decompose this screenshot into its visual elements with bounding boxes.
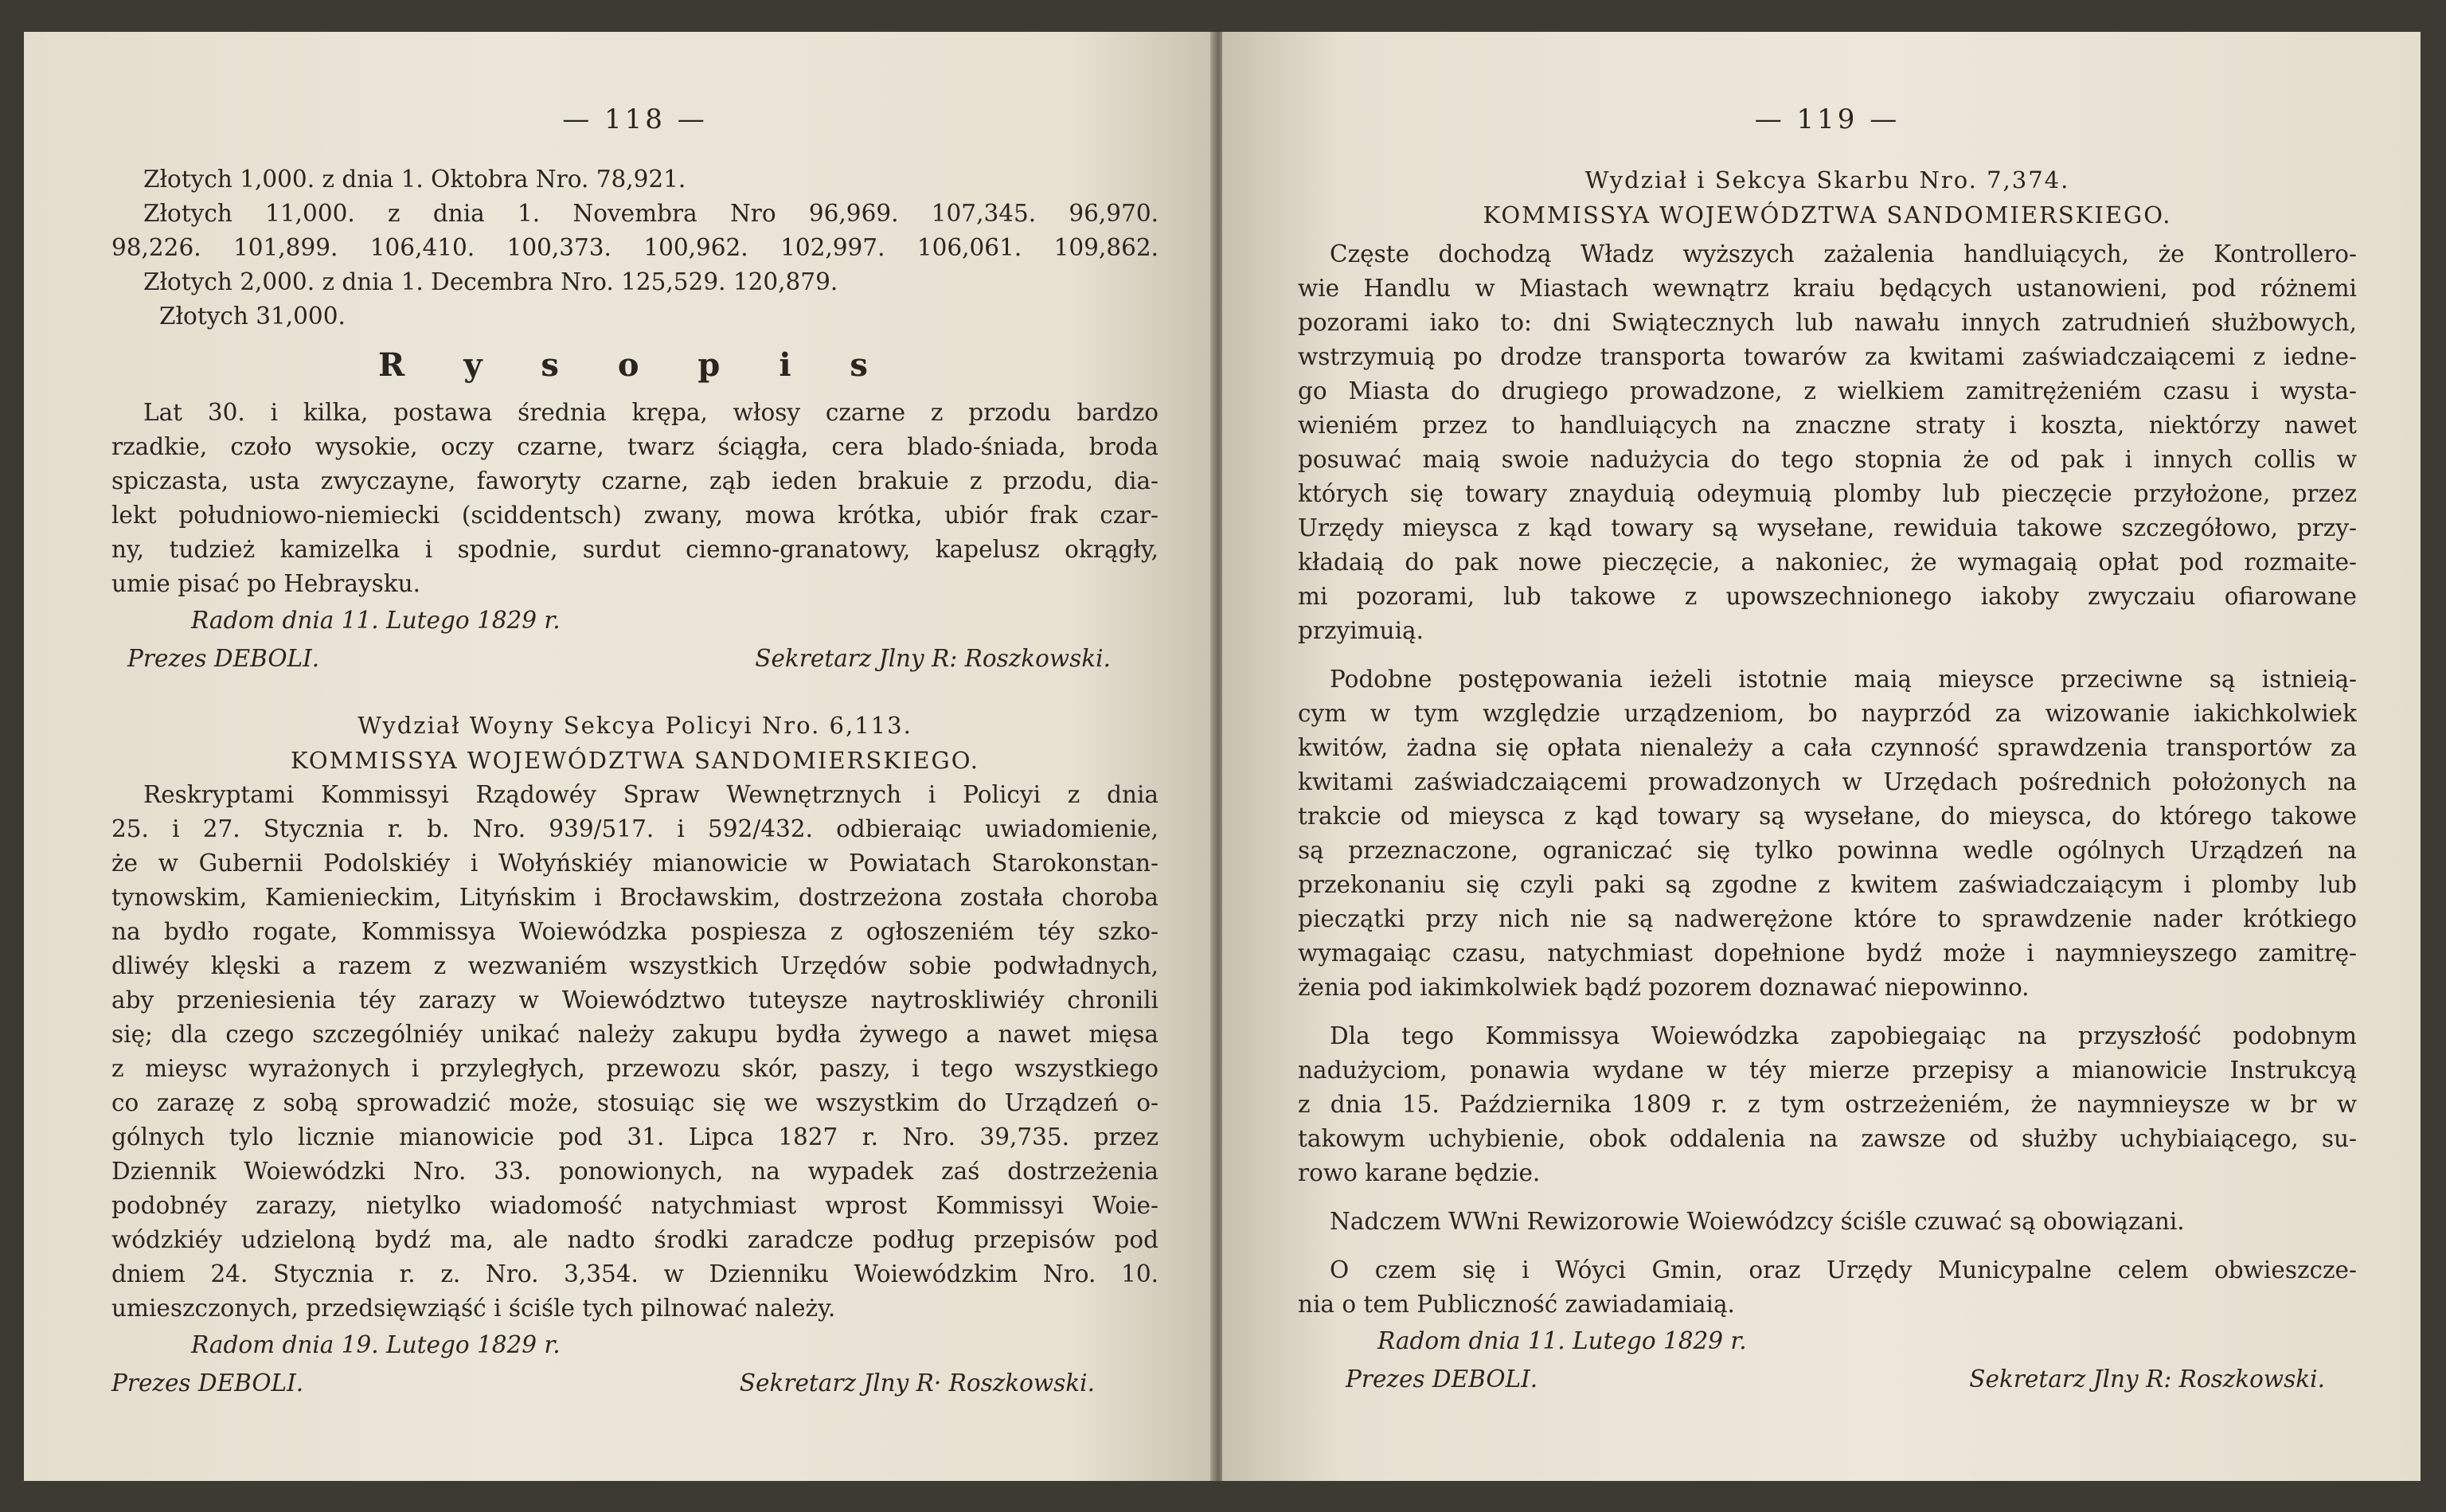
text-line: Złotych 31,000. (159, 303, 346, 330)
text-line: wie Handlu w Miastach wewnątrz kraiu będących ustanowieni, pod różnemi (1298, 275, 2357, 302)
text-line: trakcie od mieysca z kąd towary są wysełane, do mieysca, do którego takowe (1298, 803, 2357, 830)
text-line: kwitów, żadna się opłata nienależy a cała czynność sprawdzenia transportów za (1298, 734, 2357, 761)
prezes-signature: Prezes DEBOLI. (127, 645, 320, 672)
text-line: z mieysc wyrażonych i przyległych, przewozu skór, paszy, i tego wszystkiego (111, 1055, 1159, 1082)
text-line: takowym uchybienie, obok oddalenia na zawsze od służby uchybiaiącego, su- (1298, 1125, 2357, 1152)
text-line: Dziennik Woiewódzki Nro. 33. ponowionych, na wypadek zaś dostrzeżenia (111, 1158, 1159, 1185)
commission-heading: KOMMISSYA WOJEWÓDZTWA SANDOMIERSKIEGO. (1483, 201, 2172, 229)
text-line: rzadkie, czoło wysokie, oczy czarne, twarz ściągła, cera blado-śniada, broda (111, 433, 1159, 460)
sekretarz-signature: Sekretarz Jlny R: Roszkowski. (755, 645, 1111, 672)
text-line: żenia pod iakimkolwiek bądź pozorem doznawać niepowinno. (1298, 974, 2030, 1001)
text-line: nadużyciom, ponawia wydane w téy mierze przepisy a mianowicie Instrukcyą (1298, 1057, 2357, 1084)
text-line: Złotych 2,000. z dnia 1. Decembra Nro. 125,529. 120,879. (143, 268, 838, 295)
text-line: Lat 30. i kilka, postawa średnia krępa, włosy czarne z przodu bardzo (143, 399, 1159, 426)
commission-heading: KOMMISSYA WOJEWÓDZTWA SANDOMIERSKIEGO. (291, 747, 979, 774)
text-line: cym w tym względzie urządzeniom, bo nayprzód za wizowanie iakichkolwiek (1298, 700, 2357, 727)
text-line: co zarazę z sobą sprowadzić może, stosuiąc się we wszystkim do Urządzeń o- (111, 1089, 1159, 1116)
text-line: Reskryptami Kommissyi Rządowéy Spraw Wewnętrznych i Policyi z dnia (143, 781, 1159, 808)
text-line: pozorami iako to: dni Swiątecznych lub nawału innych zatrudnień służbowych, (1298, 309, 2357, 336)
text-line: pieczątki przy nich nie są nadwerężone które to sprawdzenie nader krótkiego (1298, 905, 2357, 932)
department-line: Wydział i Sekcya Skarbu Nro. 7,374. (1584, 166, 2070, 193)
text-line: posuwać maią swoie nadużycia do tego stopnia że od pak i innych collis w (1298, 446, 2357, 473)
text-line: tynowskim, Kamienieckim, Lityńskim i Brocławskim, dostrzeżona została choroba (111, 884, 1159, 911)
text-line: kładaią do pak nowe pieczęcie, a nakoniec, że wymagaią opłat pod rozmaite- (1298, 549, 2357, 576)
text-line: Podobne postępowania ieżeli istotnie maią mieysce przeciwne są istnieią- (1330, 666, 2357, 693)
text-line: mi pozorami, lub takowe z upowszechnionego iakoby zwyczaiu ofiarowane (1298, 583, 2357, 610)
text-line: z dnia 15. Października 1809 r. z tym ostrzeżeniém, że naymnieysze w br w (1298, 1091, 2357, 1118)
left-page (24, 32, 1214, 1481)
text-line: Złotych 11,000. z dnia 1. Novembra Nro 96,969. 107,345. 96,970. (143, 200, 1159, 227)
text-line: wymagaiąc czasu, natychmiast dopełnione bydź może i naymnieyszego zamitrę- (1298, 940, 2357, 967)
text-line: przekonaniu się czyli paki są zgodne z kwitem zaświadczaiącym i plomby lub (1298, 871, 2357, 898)
text-line: na bydło rogate, Kommissya Woiewódzka pospiesza z ogłoszeniém téy szko- (111, 918, 1159, 945)
text-line: 98,226. 101,899. 106,410. 100,373. 100,962. 102,997. 106,061. 109,862. (111, 234, 1159, 261)
text-line: Złotych 1,000. z dnia 1. Oktobra Nro. 78,921. (143, 166, 686, 193)
text-line: przyimuią. (1298, 617, 1424, 644)
open-book (24, 32, 2421, 1481)
text-line: umieszczonych, przedsięwziąść i ściśle tych pilnować należy. (111, 1295, 836, 1322)
sekretarz-signature: Sekretarz Jlny R: Roszkowski. (1969, 1365, 2325, 1393)
text-line: aby przeniesienia téy zarazy w Woiewództwo tuteysze naytroskliwiéy chronili (111, 987, 1159, 1014)
signature-row (111, 639, 1159, 678)
date-line: Radom dnia 11. Lutego 1829 r. (1377, 1327, 1747, 1354)
text-line: gólnych tylo licznie mianowicie pod 31. Lipca 1827 r. Nro. 39,735. przez (111, 1123, 1159, 1151)
section-heading: R y s o p i s (378, 346, 892, 384)
text-line: spiczasta, usta zwyczayne, faworyty czarne, ząb ieden brakuie z przodu, dia- (111, 467, 1159, 494)
text-line: nia o tem Publiczność zawiadamiaią. (1298, 1291, 1735, 1318)
text-line: wstrzymuią po drodze transporta towarów za kwitami zaświadczaiącemi z iedne- (1298, 343, 2357, 370)
prezes-signature: Prezes DEBOLI. (1346, 1365, 1538, 1393)
text-line: Nadczem WWni Rewizorowie Woiewódzcy ściśle czuwać są obowiązani. (1330, 1208, 2185, 1235)
text-line: 25. i 27. Stycznia r. b. Nro. 939/517. i 592/432. odbieraiąc uwiadomienie, (111, 815, 1159, 842)
text-line: podobnéy zarazy, nietylko wiadomość natychmiast wprost Kommissyi Woie- (111, 1192, 1159, 1219)
text-line: rowo karane będzie. (1298, 1159, 1541, 1186)
prezes-signature: Prezes DEBOLI. (111, 1369, 304, 1397)
text-line: kwitami zaświadczaiącemi prowadzonych w Urzędach pośrednich położonych na (1298, 768, 2357, 795)
text-line: wódzkiéy udzieloną bydź ma, ale nadto środki zaradcze podług przepisów pod (111, 1226, 1159, 1253)
text-line: się; dla czego szczególniéy unikać należy zakupu bydła żywego a nawet mięsa (111, 1021, 1159, 1048)
page-number: — 119 — (1754, 104, 1901, 135)
text-line: dliwéy klęski a razem z wezwaniém wszystkich Urzędów sobie podwładnych, (111, 952, 1159, 979)
signature-row (111, 1364, 1159, 1402)
text-line: że w Gubernii Podolskiéy i Wołyńskiéy mianowicie w Powiatach Starokonstan- (111, 850, 1159, 877)
text-line: są przeznaczone, ograniczać się tylko powinna wedle ogólnych Urządzeń na (1298, 837, 2357, 864)
text-line: Urzędy mieysca z kąd towary są wysełane, rewiduia takowe szczegółowo, przy- (1298, 514, 2357, 541)
text-line: Dla tego Kommissya Woiewódzka zapobiegaiąc na przyszłość podobnym (1330, 1022, 2357, 1049)
date-line: Radom dnia 11. Lutego 1829 r. (191, 607, 561, 634)
text-line: umie pisać po Hebraysku. (111, 570, 421, 597)
right-page (1222, 32, 2421, 1481)
signature-row (1298, 1360, 2357, 1398)
department-line: Wydział Woyny Sekcya Policyi Nro. 6,113. (358, 712, 912, 739)
text-line: go Miasta do drugiego prowadzone, z wielkiem zamitrężeniém czasu i wysta- (1298, 377, 2357, 404)
text-line: których się towary znayduią odeymuią plomby lub pieczęcie przyłożone, przez (1298, 480, 2357, 507)
text-line: Częste dochodzą Władz wyższych zażalenia handluiących, że Kontrollero- (1330, 240, 2357, 268)
text-line: dniem 24. Stycznia r. z. Nro. 3,354. w Dzienniku Woiewódzkim Nro. 10. (111, 1260, 1159, 1287)
text-line: lekt południowo-niemiecki (sciddentsch) zwany, mowa krótka, ubiór frak czar- (111, 502, 1159, 529)
text-line: O czem się i Wóyci Gmin, oraz Urzędy Municypalne celem obwieszcze- (1330, 1256, 2357, 1283)
text-line: ny, tudzież kamizelka i spodnie, surdut ciemno-granatowy, kapelusz okrągły, (111, 536, 1159, 563)
text-line: wieniém przez to handluiących na znaczne straty i koszta, niektórzy nawet (1298, 412, 2357, 439)
sekretarz-signature: Sekretarz Jlny R· Roszkowski. (739, 1369, 1095, 1397)
page-number: — 118 — (562, 104, 708, 135)
date-line: Radom dnia 19. Lutego 1829 r. (191, 1331, 561, 1358)
